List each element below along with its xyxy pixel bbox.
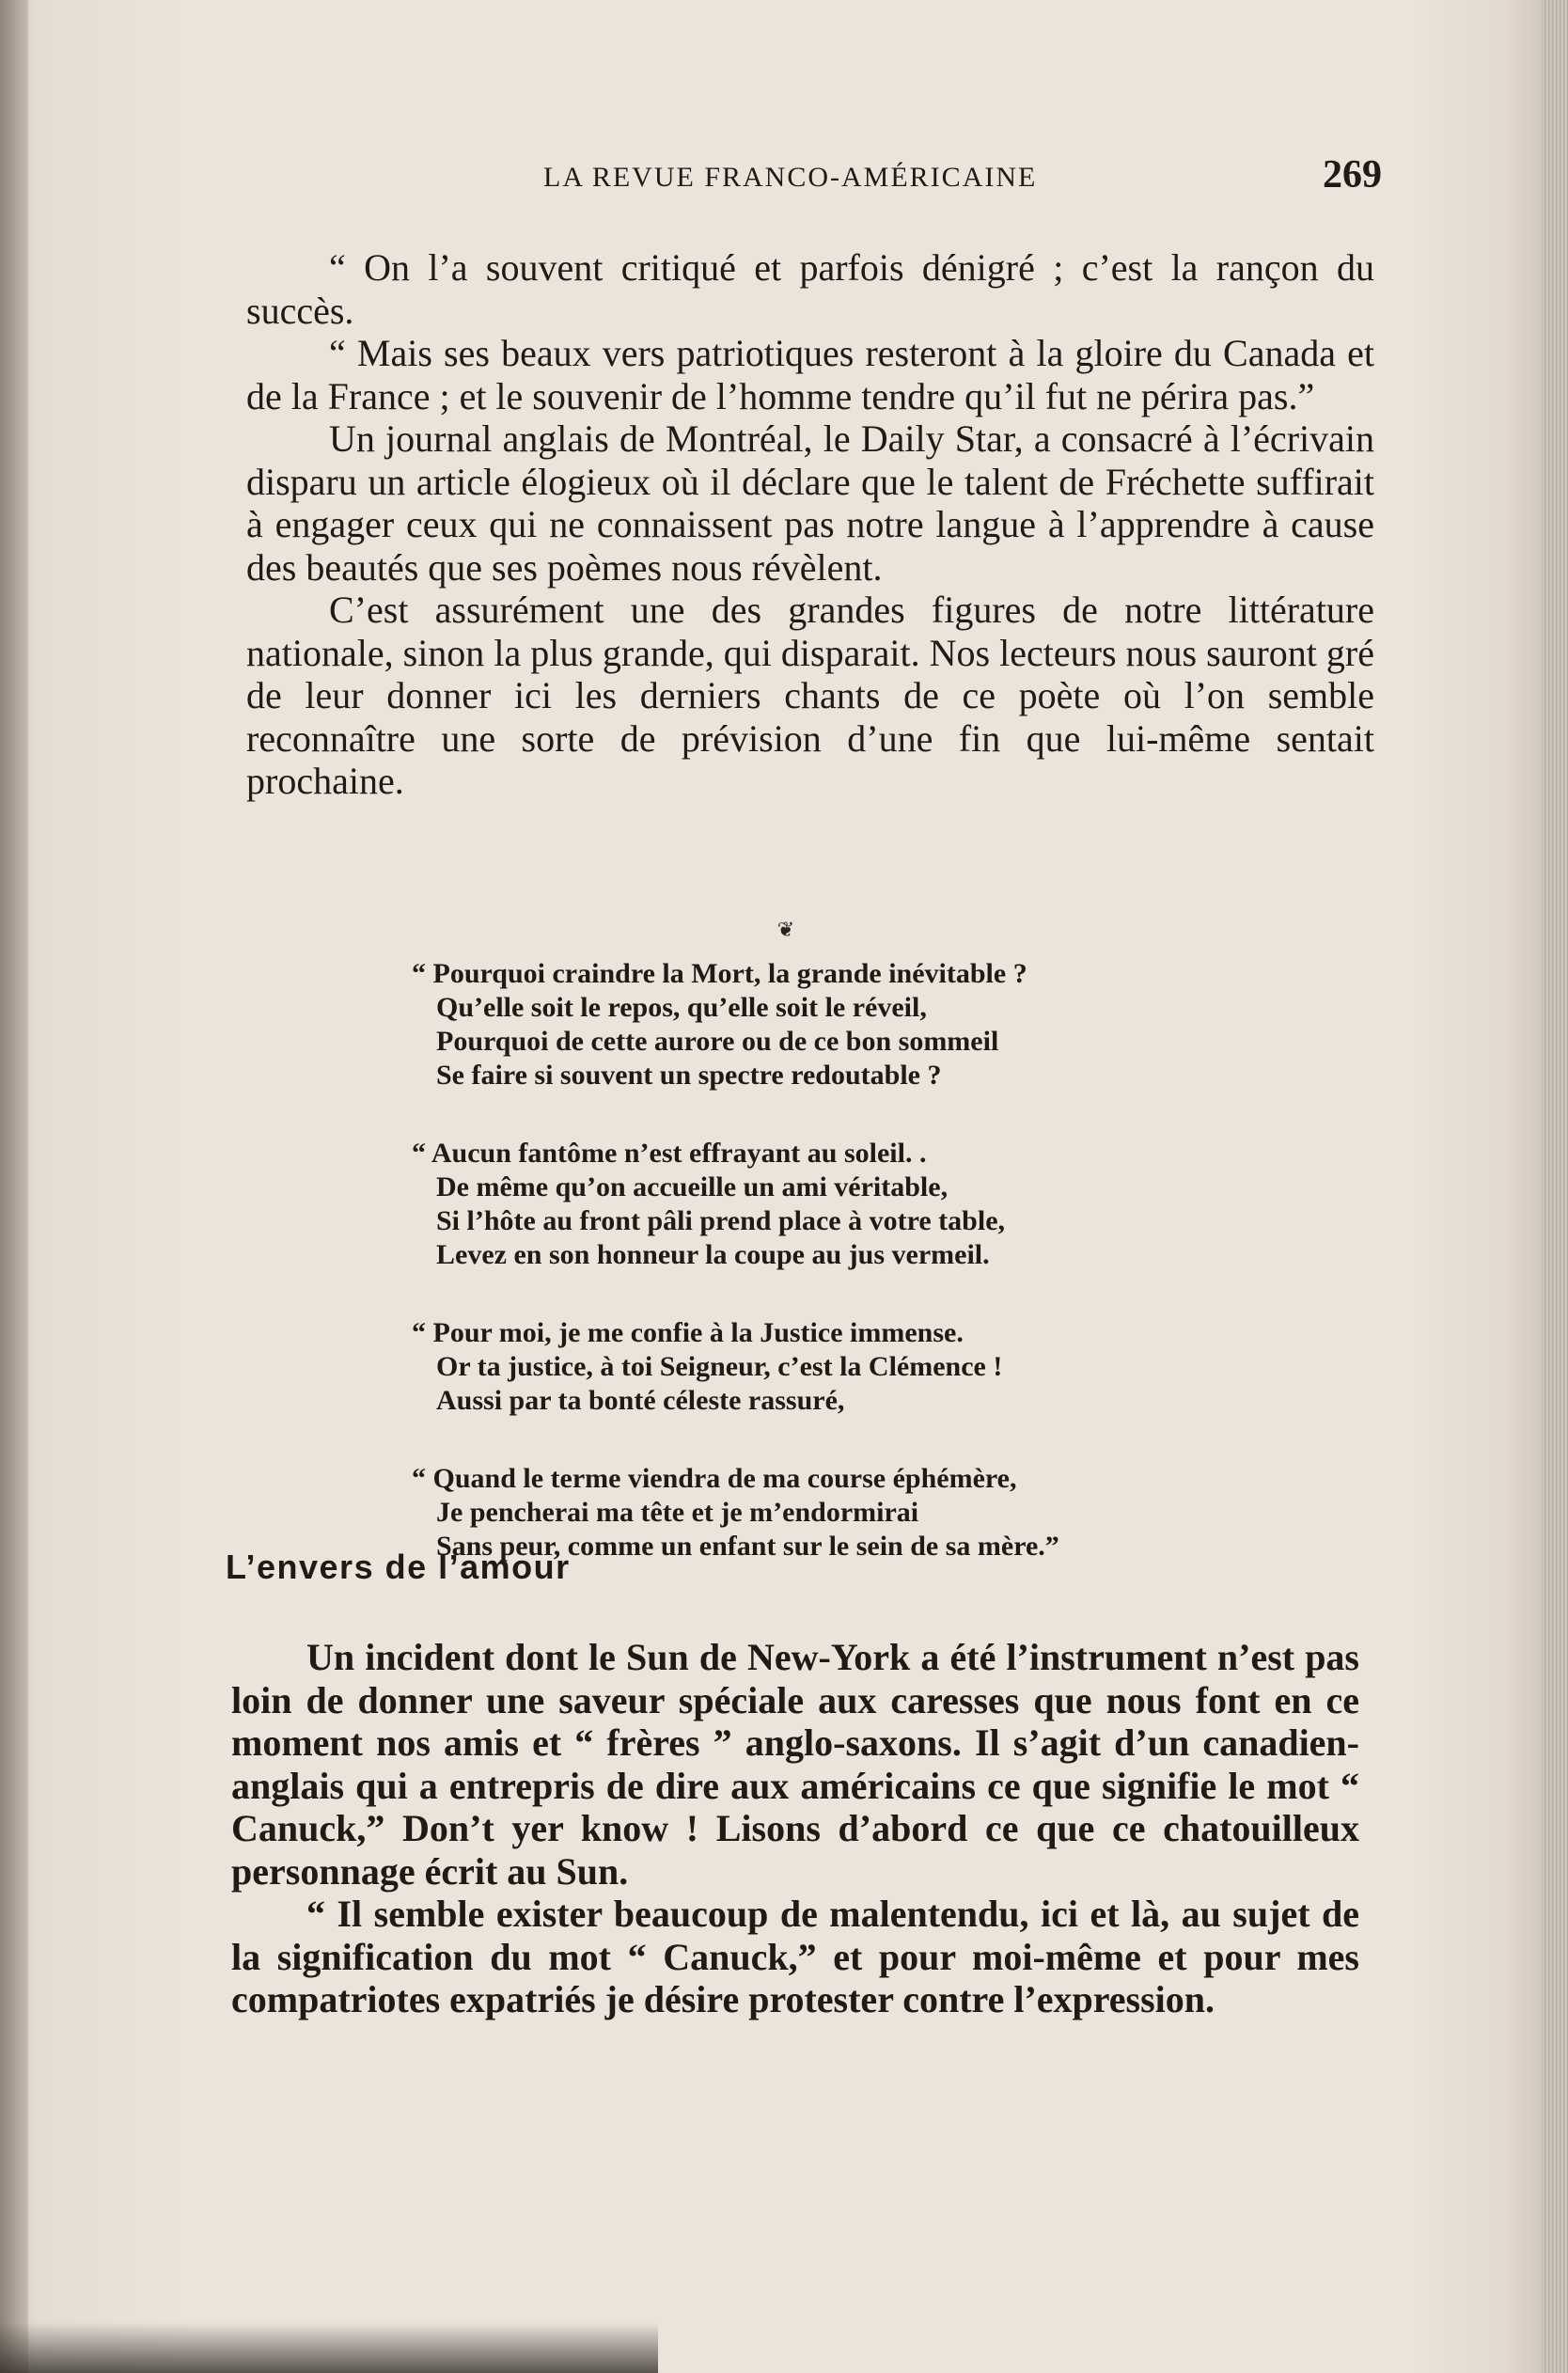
stanza xyxy=(412,957,1258,1092)
poem xyxy=(412,957,1258,1608)
fleuron-icon: ❦ xyxy=(776,918,795,941)
page-number: 269 xyxy=(1323,153,1382,196)
poem-line: Qu’elle soit le repos, qu’elle soit le réveil, xyxy=(436,992,927,1023)
paragraph: Un journal anglais de Montréal, le Daily Star, a consacré à l’écrivain disparu un article élogieux où il déclare que le talent de Fréchette suffirait à engager ceux qui ne connaissent pas notre langue à l’apprendre à cause des beautés que ses poèmes nous révèlent. xyxy=(246,417,1374,589)
poem-line: “ Pour moi, je me confie à la Justice immense. xyxy=(412,1317,964,1348)
page-header xyxy=(244,152,1382,209)
poem-line: Si l’hôte au front pâli prend place à votre table, xyxy=(436,1205,1006,1236)
running-head: LA REVUE FRANCO-AMÉRICAINE xyxy=(543,162,1038,193)
paragraph: C’est assurément une des grandes figures de notre littérature nationale, sinon la plus grande, qui disparait. Nos lecteurs nous sauront gré de leur donner ici les derniers chants de ce poète où l’on semble reconnaître une sorte de prévision d’une fin que lui-même sentait prochaine. xyxy=(246,589,1374,802)
stanza xyxy=(412,1137,1258,1272)
poem-line: “ Aucun fantôme n’est effrayant au soleil. . xyxy=(412,1138,927,1169)
paragraph: “ Mais ses beaux vers patriotiques resteront à la gloire du Canada et de la France ; et le souvenir de l’homme tendre qu’il fut ne périra pas.” xyxy=(246,332,1374,417)
poem-line: Levez en son honneur la coupe au jus vermeil. xyxy=(436,1239,990,1270)
poem-line: Sans peur, comme un enfant sur le sein de sa mère.” xyxy=(436,1531,1059,1562)
article-body xyxy=(246,246,1374,803)
page-edge-stack xyxy=(1542,0,1568,2373)
poem-line: Aussi par ta bonté céleste rassuré, xyxy=(436,1385,845,1416)
poem-line: De même qu’on accueille un ami véritable, xyxy=(436,1171,949,1202)
page-gutter-shadow xyxy=(0,0,28,2373)
paragraph: “ Il semble exister beaucoup de malentendu, ici et là, au sujet de la signification du mot “ Canuck,” et pour moi-même et pour mes compatriotes expatriés je désire protester contre l’expression. xyxy=(231,1893,1359,2020)
section-heading: L’envers de l’amour xyxy=(226,1548,571,1586)
poem-line: Or ta justice, à toi Seigneur, c’est la Clémence ! xyxy=(436,1351,1003,1382)
section-body xyxy=(231,1636,1359,2021)
poem-line: Se faire si souvent un spectre redoutable ? xyxy=(436,1060,942,1091)
poem-line: “ Pourquoi craindre la Mort, la grande inévitable ? xyxy=(412,958,1027,989)
bottom-shadow xyxy=(0,2322,658,2373)
poem-line: Je pencherai ma tête et je m’endormirai xyxy=(436,1497,919,1528)
paragraph: Un incident dont le Sun de New-York a été l’instrument n’est pas loin de donner une saveur spéciale aux caresses que nous font en ce moment nos amis et “ frères ” anglo-saxons. Il s’agit d’un canadien-anglais qui a entrepris de dire aux américains ce que signifie le mot “ Canuck,” Don’t yer know ! Lisons d’abord ce que ce chatouilleux personnage écrit au Sun. xyxy=(231,1636,1359,1893)
poem-line: Pourquoi de cette aurore ou de ce bon sommeil xyxy=(436,1026,999,1057)
stanza xyxy=(412,1316,1258,1418)
poem-line: “ Quand le terme viendra de ma course éphémère, xyxy=(412,1463,1017,1494)
paragraph: “ On l’a souvent critiqué et parfois dénigré ; c’est la rançon du succès. xyxy=(246,246,1374,332)
